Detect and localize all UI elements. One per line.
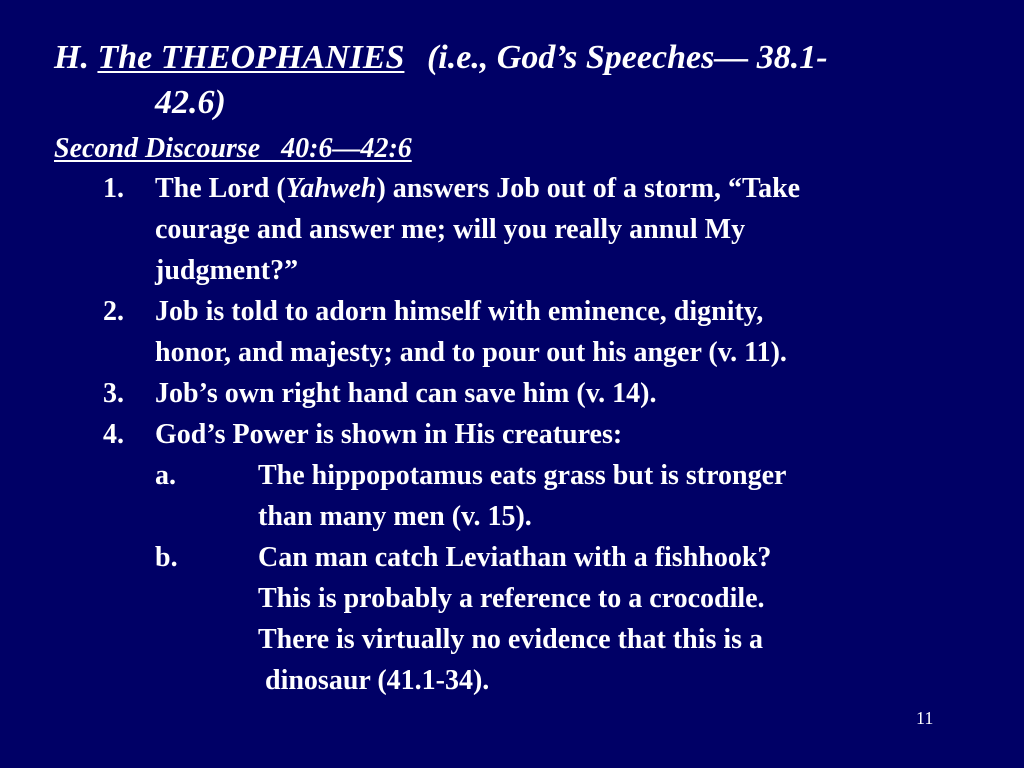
item-1-line-1 (155, 172, 800, 206)
subitem-b-line-4: dinosaur (41.1-34). (258, 665, 490, 696)
subitem-b-line-2: This is probably a reference to a crocodile. (258, 583, 765, 614)
subitem-letter-a: a. (155, 460, 176, 491)
title-parenthetical-cont: 42.6) (155, 84, 226, 121)
subitem-a-line-1: The hippopotamus eats grass but is stronger (258, 460, 787, 491)
item-2-line-1: Job is told to adorn himself with eminence, dignity, (155, 296, 764, 327)
item-1-line-2: courage and answer me; will you really annul My (155, 214, 746, 245)
item-number-2: 2. (103, 296, 124, 327)
item-1-text-a: The Lord ( (155, 173, 286, 204)
item-number-1: 1. (103, 173, 124, 204)
item-2-line-2: honor, and majesty; and to pour out his anger (v. 11). (155, 337, 787, 368)
item-1-text-c: ) answers Job out of a storm, “Take (376, 173, 801, 204)
title-parenthetical: (i.e., God’s Speeches— 38.1- (426, 39, 828, 76)
title-heading: The THEOPHANIES (97, 39, 405, 76)
item-1-line-3: judgment?” (155, 255, 299, 286)
page-number: 11 (916, 708, 934, 728)
title-prefix: H. (54, 39, 89, 76)
item-3-line-1: Job’s own right hand can save him (v. 14). (155, 378, 657, 409)
item-number-3: 3. (103, 378, 124, 409)
subitem-letter-b: b. (155, 542, 178, 573)
item-number-4: 4. (103, 419, 124, 450)
subitem-a-line-2: than many men (v. 15). (258, 501, 532, 532)
item-1-text-yahweh: Yahweh (285, 173, 377, 204)
subtitle: Second Discourse 40:6—42:6 (54, 133, 412, 164)
slide-title (54, 38, 828, 78)
item-4-line-1: God’s Power is shown in His creatures: (155, 419, 623, 450)
subitem-b-line-3: There is virtually no evidence that this is a (258, 624, 764, 655)
subitem-b-line-1: Can man catch Leviathan with a fishhook? (258, 542, 772, 573)
